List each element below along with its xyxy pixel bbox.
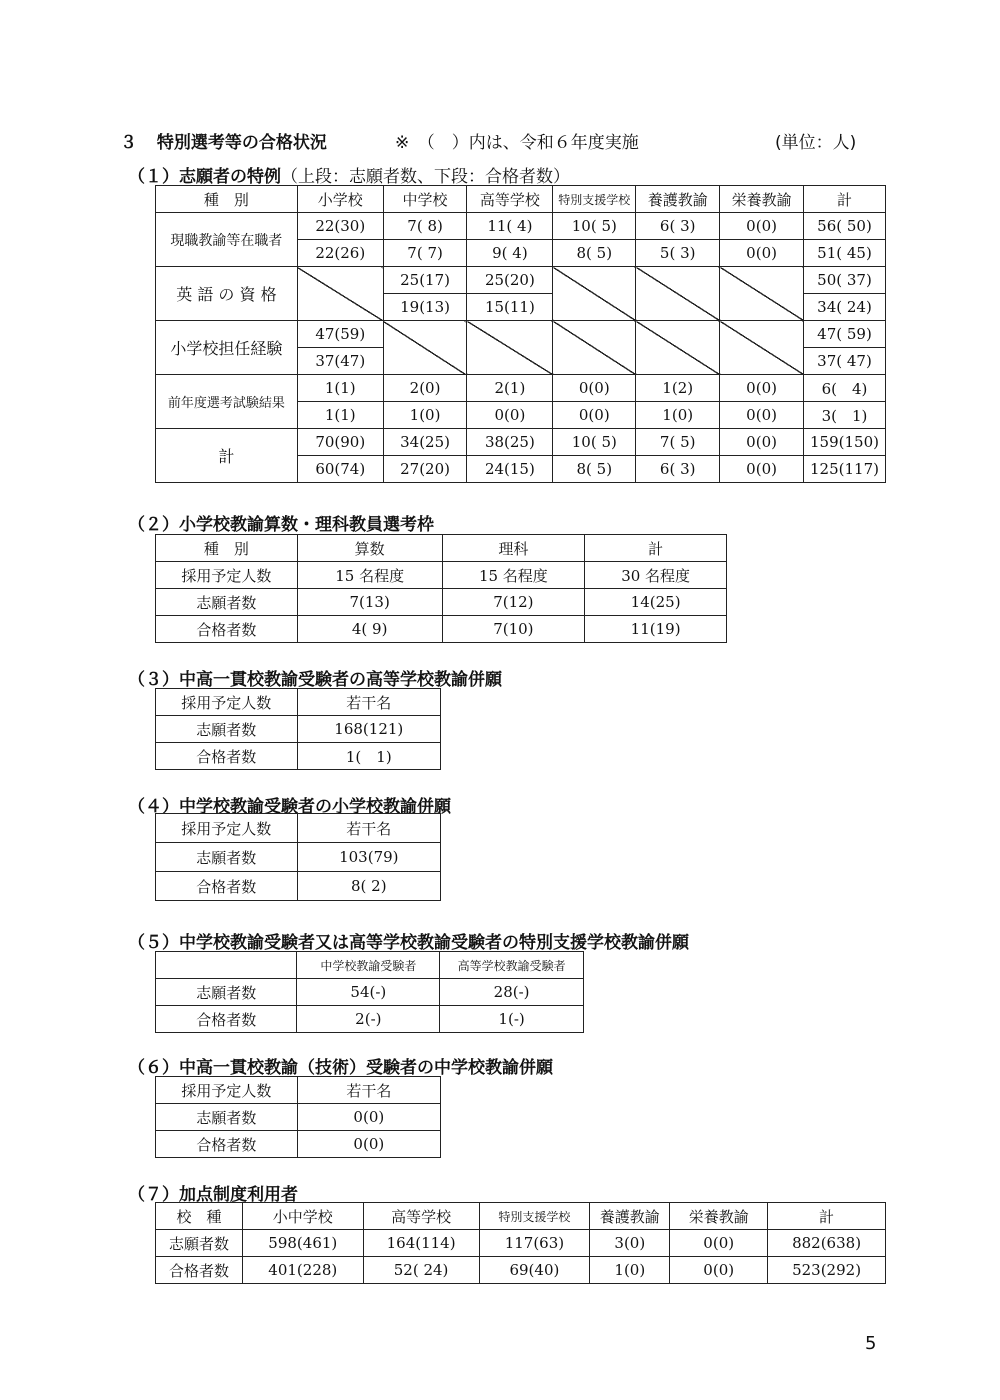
row-label: 合格者数 [156,1131,298,1158]
row-label: 志願者数 [156,1104,298,1131]
table-cell: 7(10) [442,616,585,643]
diagonal-cell [720,267,804,321]
table-row [156,375,886,402]
table-cell: 15(11) [467,294,553,321]
table-cell: 54(-) [297,979,440,1006]
table-row [156,689,441,716]
table-cell: 3(0) [590,1230,670,1257]
table2-header: 種 別 [156,535,298,562]
table-cell: 22(26) [297,240,383,267]
table1-header: 高等学校 [467,186,553,213]
table1-header: 種 別 [156,186,298,213]
table-cell: 25(20) [467,267,553,294]
table-cell: 15 名程度 [442,562,585,589]
row-label: 志願者数 [156,979,297,1006]
table1-header: 計 [804,186,886,213]
table-cell: 0(0) [297,1131,440,1158]
table1-title: （１）志願者の特例 [128,167,281,187]
row-label: 採用予定人数 [156,1077,298,1104]
table-cell: 70(90) [297,429,383,456]
table2-math-science [155,534,727,643]
table7-header: 高等学校 [363,1203,479,1230]
table-cell: 0(0) [720,402,804,429]
table3-heading: （３）中高一貫校教諭受験者の高等学校教諭併願 [128,670,502,690]
table-cell: 15 名程度 [297,562,442,589]
table-cell: 164(114) [363,1230,479,1257]
section-number: ３ [120,133,137,153]
table-cell: 10( 5) [553,213,636,240]
table1-header: 小学校 [297,186,383,213]
section-title: 特別選考等の合格状況 [156,133,327,153]
table-cell: 2(0) [383,375,467,402]
table-cell: 50( 37) [804,267,886,294]
table-cell: 若干名 [297,814,440,843]
row-label: 合格者数 [156,743,298,770]
row-label: 志願者数 [156,1230,243,1257]
table-cell: 7( 7) [383,240,467,267]
table-cell: 2(-) [297,1006,440,1033]
table5-header-row [156,952,584,979]
table-cell: 7(13) [297,589,442,616]
table4-middle-to-elementary [155,813,441,901]
diagonal-cell [553,267,636,321]
table-row [156,1077,441,1104]
table1-note: （上段：志願者数、下段：合格者数） [281,167,570,187]
table4-heading: （４）中学校教諭受験者の小学校教諭併願 [128,797,451,817]
table-row [156,1230,886,1257]
table-cell: 0(0) [720,240,804,267]
table-cell: 14(25) [585,589,727,616]
table2-header: 計 [585,535,727,562]
table-cell: 27(20) [383,456,467,483]
table-row [156,616,727,643]
table-cell: 598(461) [242,1230,363,1257]
row-label: 英 語 の 資 格 [156,267,298,321]
table-row [156,872,441,901]
table5-header: 中学校教諭受験者 [297,952,440,979]
table-cell: 8( 5) [553,240,636,267]
table1-special-cases [155,185,886,483]
table-cell: 7(12) [442,589,585,616]
table-row [156,1131,441,1158]
table-cell: 117(63) [479,1230,590,1257]
table-cell: 51( 45) [804,240,886,267]
table7-header: 校 種 [156,1203,243,1230]
table-row [156,321,886,348]
section-note: ※ （ ）内は、令和６年度実施 [395,133,639,153]
table7-header: 養護教諭 [590,1203,670,1230]
table-row [156,213,886,240]
table-cell: 9( 4) [467,240,553,267]
table2-heading: （２）小学校教諭算数・理科教員選考枠 [128,515,434,535]
table-cell: 0(0) [720,375,804,402]
table-cell: 69(40) [479,1257,590,1284]
table-cell: 1(1) [297,402,383,429]
table-cell: 56( 50) [804,213,886,240]
table1-header: 中学校 [383,186,467,213]
table-cell: 0(0) [720,429,804,456]
table-cell: 0(0) [720,213,804,240]
table5-heading: （５）中学校教諭受験者又は高等学校教諭受験者の特別支援学校教諭併願 [128,933,689,953]
diagonal-cell [720,321,804,375]
table-cell: 168(121) [297,716,440,743]
table-cell: 34(25) [383,429,467,456]
table1-header: 特別支援学校 [553,186,636,213]
table-cell: 47(59) [297,321,383,348]
table-row [156,267,886,294]
table-cell: 1(0) [636,402,720,429]
table7-header: 小中学校 [242,1203,363,1230]
diagonal-cell [297,267,383,321]
diagonal-cell [553,321,636,375]
table-cell: 523(292) [768,1257,886,1284]
row-label: 採用予定人数 [156,689,298,716]
table-row [156,814,441,843]
table-row [156,1006,584,1033]
table-cell: 401(228) [242,1257,363,1284]
row-label: 志願者数 [156,716,298,743]
row-label: 前年度選考試験結果 [156,375,298,429]
table-cell: 25(17) [383,267,467,294]
table3-chukou-concurrent [155,688,441,770]
table-cell: 1(0) [383,402,467,429]
table-cell: 0(0) [720,456,804,483]
table-cell: 1(0) [590,1257,670,1284]
table1-header: 養護教諭 [636,186,720,213]
table2-header-row [156,535,727,562]
row-label: 計 [156,429,298,483]
table-cell: 6( 3) [636,213,720,240]
table1-header-row [156,186,886,213]
table-cell: 0(0) [297,1104,440,1131]
table-cell: 24(15) [467,456,553,483]
table-cell: 60(74) [297,456,383,483]
table-cell: 10( 5) [553,429,636,456]
table-cell: 37(47) [297,348,383,375]
row-label: 採用予定人数 [156,562,298,589]
diagonal-cell [467,321,553,375]
row-label: 合格者数 [156,1257,243,1284]
table7-heading: （７）加点制度利用者 [128,1185,298,1205]
table-cell: 47( 59) [804,321,886,348]
table-cell: 0(0) [553,375,636,402]
table-cell: 0(0) [467,402,553,429]
row-label: 小学校担任経験 [156,321,298,375]
table-row [156,1104,441,1131]
table-row [156,1257,886,1284]
diagonal-cell [636,267,720,321]
table-cell: 若干名 [297,1077,440,1104]
table6-heading: （６）中高一貫校教諭（技術）受験者の中学校教諭併願 [128,1058,553,1078]
table-row [156,743,441,770]
row-label: 合格者数 [156,616,298,643]
table-cell: 19(13) [383,294,467,321]
table-row [156,716,441,743]
table-cell: 28(-) [440,979,584,1006]
table-cell: 22(30) [297,213,383,240]
table-row [156,562,727,589]
table-cell: 1(1) [297,375,383,402]
row-label: 採用予定人数 [156,814,298,843]
section-title-line [120,128,880,153]
row-label: 志願者数 [156,589,298,616]
table2-header: 理科 [442,535,585,562]
table7-bonus-points [155,1202,886,1284]
table-cell: 1(-) [440,1006,584,1033]
table-cell: 5( 3) [636,240,720,267]
table5-header: 高等学校教諭受験者 [440,952,584,979]
table7-header: 栄養教諭 [670,1203,768,1230]
table5-special-support [155,951,584,1033]
table-cell: 8( 5) [553,456,636,483]
table-cell: 4( 9) [297,616,442,643]
row-label: 現職教諭等在職者 [156,213,298,267]
table-cell: 0(0) [670,1230,768,1257]
table-cell: 103(79) [297,843,440,872]
row-label: 合格者数 [156,872,298,901]
table-cell: 37( 47) [804,348,886,375]
table-cell: 11(19) [585,616,727,643]
table-cell: 0(0) [553,402,636,429]
table-cell: 11( 4) [467,213,553,240]
table-cell: 7( 5) [636,429,720,456]
table-cell: 38(25) [467,429,553,456]
table-cell: 2(1) [467,375,553,402]
table-cell: 882(638) [768,1230,886,1257]
table6-technology [155,1076,441,1158]
row-label: 合格者数 [156,1006,297,1033]
page-number: 5 [865,1333,877,1354]
table-cell: 7( 8) [383,213,467,240]
table-row [156,979,584,1006]
table7-header: 計 [768,1203,886,1230]
table-cell: 1(2) [636,375,720,402]
table2-header: 算数 [297,535,442,562]
table-cell: 125(117) [804,456,886,483]
table5-header [156,952,297,979]
diagonal-cell [636,321,720,375]
table-cell: 6( 3) [636,456,720,483]
table-row [156,843,441,872]
table-cell: 34( 24) [804,294,886,321]
table-row [156,429,886,456]
diagonal-cell [383,321,467,375]
table7-header-row [156,1203,886,1230]
table-cell: 52( 24) [363,1257,479,1284]
table-cell: 159(150) [804,429,886,456]
table-cell: 若干名 [297,689,440,716]
table-cell: 1( 1) [297,743,440,770]
table-cell: 6( 4) [804,375,886,402]
table-cell: 8( 2) [297,872,440,901]
unit-label: (単位：人) [775,133,857,153]
table1-heading [128,162,570,187]
row-label: 志願者数 [156,843,298,872]
table-cell: 3( 1) [804,402,886,429]
table-row [156,589,727,616]
table-cell: 30 名程度 [585,562,727,589]
table7-header: 特別支援学校 [479,1203,590,1230]
table-cell: 0(0) [670,1257,768,1284]
table1-header: 栄養教諭 [720,186,804,213]
